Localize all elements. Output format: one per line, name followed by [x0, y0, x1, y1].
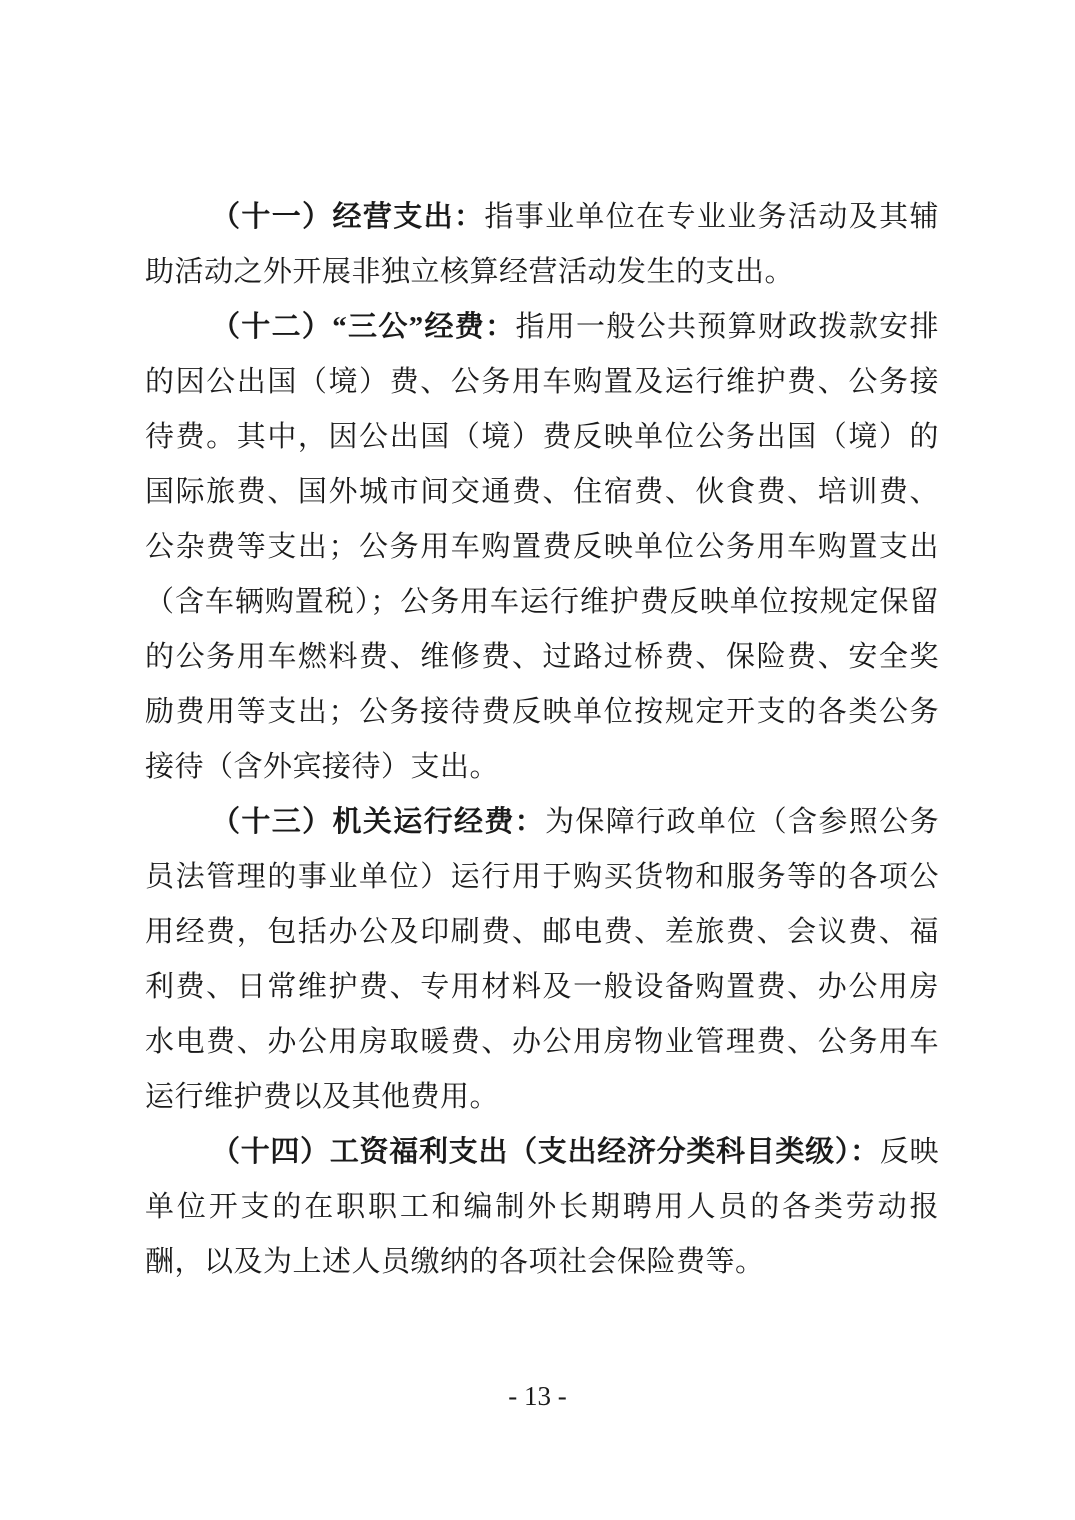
paragraph-item-11 — [145, 190, 939, 300]
document-body — [145, 190, 939, 1290]
paragraph-heading: （十三）机关运行经费： — [211, 806, 546, 838]
paragraph-item-12 — [145, 300, 939, 795]
paragraph-heading: （十四）工资福利支出（支出经济分类科目类级）： — [211, 1136, 880, 1168]
paragraph-item-13 — [145, 795, 939, 1125]
paragraph-body: 指事业单位在专业业务活动及其辅助活动之外开展非独立核算经营活动发生的支出。 — [145, 201, 939, 288]
paragraph-heading: （十二）“三公”经费： — [211, 311, 516, 343]
paragraph-body: 为保障行政单位（含参照公务员法管理的事业单位）运行用于购买货物和服务等的各项公用经费，包括办公及印刷费、邮电费、差旅费、会议费、福利费、日常维护费、专用材料及一般设备购置费、办公用房水电费、办公用房取暖费、办公用房物业管理费、公务用车运行维护费以及其他费用。 — [145, 806, 939, 1113]
paragraph-body: 指用一般公共预算财政拨款安排的因公出国（境）费、公务用车购置及运行维护费、公务接待费。其中，因公出国（境）费反映单位公务出国（境）的国际旅费、国外城市间交通费、住宿费、伙食费、培训费、公杂费等支出；公务用车购置费反映单位公务用车购置支出（含车辆购置税）；公务用车运行维护费反映单位按规定保留的公务用车燃料费、维修费、过路过桥费、保险费、安全奖励费用等支出；公务接待费反映单位按规定开支的各类公务接待（含外宾接待）支出。 — [145, 311, 939, 783]
paragraph-body: 反映单位开支的在职职工和编制外长期聘用人员的各类劳动报酬，以及为上述人员缴纳的各项社会保险费等。 — [145, 1136, 939, 1278]
page-number: - 13 - — [508, 1381, 567, 1411]
paragraph-item-14 — [145, 1125, 939, 1290]
paragraph-heading: （十一）经营支出： — [211, 201, 485, 233]
